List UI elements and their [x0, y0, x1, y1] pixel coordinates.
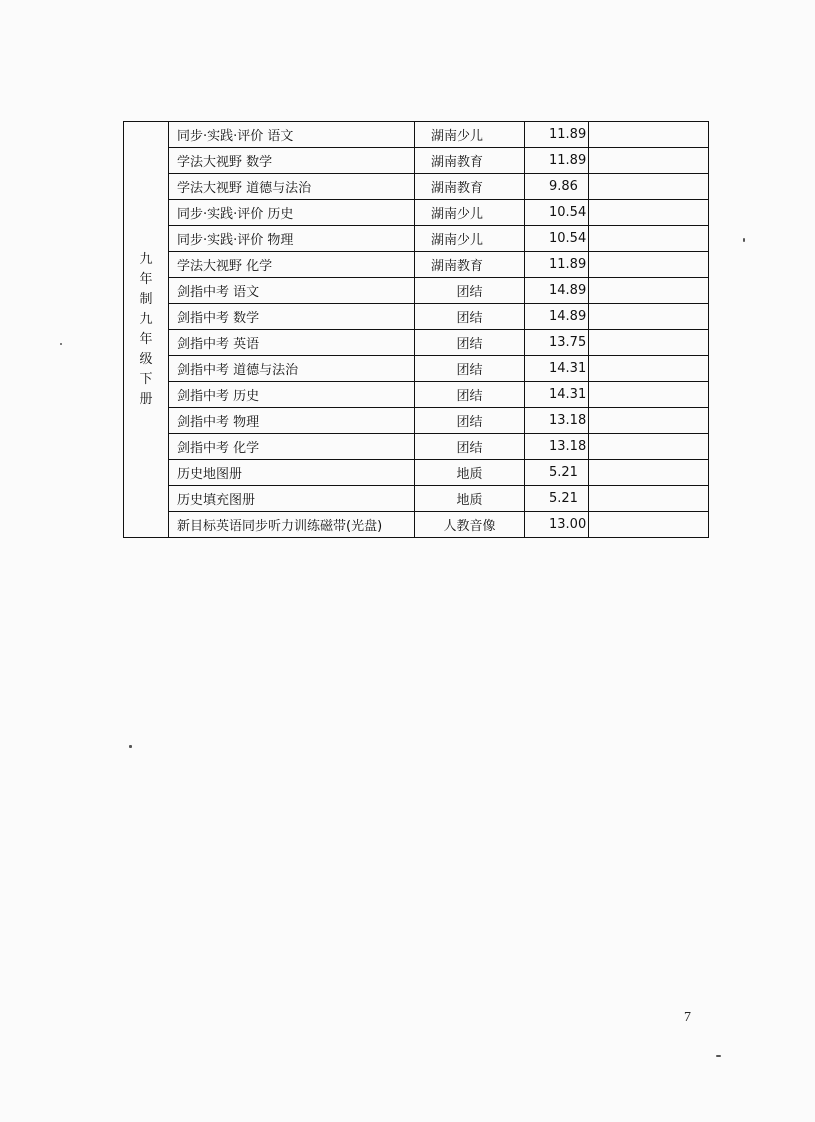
table-row — [124, 148, 709, 174]
table-row — [124, 330, 709, 356]
publisher-cell: 人教音像 — [415, 512, 525, 538]
scan-speck — [129, 745, 132, 748]
publisher-cell: 团结 — [415, 304, 525, 330]
table-row — [124, 512, 709, 538]
publisher-cell: 湖南教育 — [415, 174, 525, 200]
book-list-table — [123, 121, 709, 538]
title-cell: 同步·实践·评价 语文 — [169, 122, 415, 148]
note-cell — [589, 460, 709, 486]
title-cell: 同步·实践·评价 历史 — [169, 200, 415, 226]
price-cell: 9.86 — [525, 174, 589, 200]
note-cell — [589, 226, 709, 252]
note-cell — [589, 278, 709, 304]
note-cell — [589, 200, 709, 226]
price-cell: 11.89 — [525, 148, 589, 174]
publisher-cell: 地质 — [415, 460, 525, 486]
table-row — [124, 278, 709, 304]
price-cell: 11.89 — [525, 252, 589, 278]
price-cell: 13.75 — [525, 330, 589, 356]
title-cell: 剑指中考 语文 — [169, 278, 415, 304]
publisher-cell: 湖南少儿 — [415, 122, 525, 148]
table-row — [124, 252, 709, 278]
note-cell — [589, 252, 709, 278]
publisher-cell: 地质 — [415, 486, 525, 512]
scan-speck — [716, 1055, 721, 1057]
grade-cell — [124, 122, 169, 538]
table-row — [124, 174, 709, 200]
note-cell — [589, 486, 709, 512]
title-cell: 剑指中考 数学 — [169, 304, 415, 330]
publisher-cell: 团结 — [415, 330, 525, 356]
title-cell: 历史填充图册 — [169, 486, 415, 512]
price-cell: 14.89 — [525, 304, 589, 330]
price-cell: 13.00 — [525, 512, 589, 538]
publisher-cell: 团结 — [415, 408, 525, 434]
table-row — [124, 226, 709, 252]
price-cell: 13.18 — [525, 434, 589, 460]
publisher-cell: 湖南少儿 — [415, 226, 525, 252]
grade-label: 九年制九年级下册 — [139, 251, 153, 407]
publisher-cell: 团结 — [415, 434, 525, 460]
scan-speck — [60, 343, 62, 345]
note-cell — [589, 434, 709, 460]
publisher-cell: 湖南教育 — [415, 252, 525, 278]
note-cell — [589, 356, 709, 382]
table-row — [124, 356, 709, 382]
note-cell — [589, 174, 709, 200]
title-cell: 剑指中考 英语 — [169, 330, 415, 356]
price-cell: 10.54 — [525, 226, 589, 252]
publisher-cell: 团结 — [415, 382, 525, 408]
table-row — [124, 200, 709, 226]
title-cell: 学法大视野 道德与法治 — [169, 174, 415, 200]
title-cell: 剑指中考 历史 — [169, 382, 415, 408]
table-row — [124, 304, 709, 330]
price-cell: 14.31 — [525, 356, 589, 382]
price-cell: 14.31 — [525, 382, 589, 408]
table-row — [124, 460, 709, 486]
title-cell: 剑指中考 化学 — [169, 434, 415, 460]
note-cell — [589, 408, 709, 434]
title-cell: 学法大视野 化学 — [169, 252, 415, 278]
price-cell: 5.21 — [525, 486, 589, 512]
table-row — [124, 486, 709, 512]
publisher-cell: 团结 — [415, 356, 525, 382]
publisher-cell: 湖南少儿 — [415, 200, 525, 226]
price-cell: 5.21 — [525, 460, 589, 486]
note-cell — [589, 512, 709, 538]
publisher-cell: 湖南教育 — [415, 148, 525, 174]
title-cell: 学法大视野 数学 — [169, 148, 415, 174]
note-cell — [589, 330, 709, 356]
table-row — [124, 408, 709, 434]
note-cell — [589, 122, 709, 148]
title-cell: 剑指中考 道德与法治 — [169, 356, 415, 382]
page-number: 7 — [684, 1010, 691, 1025]
table-row — [124, 122, 709, 148]
publisher-cell: 团结 — [415, 278, 525, 304]
price-cell: 10.54 — [525, 200, 589, 226]
price-cell: 11.89 — [525, 122, 589, 148]
price-cell: 14.89 — [525, 278, 589, 304]
note-cell — [589, 304, 709, 330]
table-row — [124, 434, 709, 460]
note-cell — [589, 382, 709, 408]
price-cell: 13.18 — [525, 408, 589, 434]
table-row — [124, 382, 709, 408]
title-cell: 新目标英语同步听力训练磁带(光盘) — [169, 512, 415, 538]
note-cell — [589, 148, 709, 174]
scan-speck — [743, 238, 745, 242]
title-cell: 同步·实践·评价 物理 — [169, 226, 415, 252]
title-cell: 剑指中考 物理 — [169, 408, 415, 434]
title-cell: 历史地图册 — [169, 460, 415, 486]
book-list-body — [124, 122, 709, 538]
